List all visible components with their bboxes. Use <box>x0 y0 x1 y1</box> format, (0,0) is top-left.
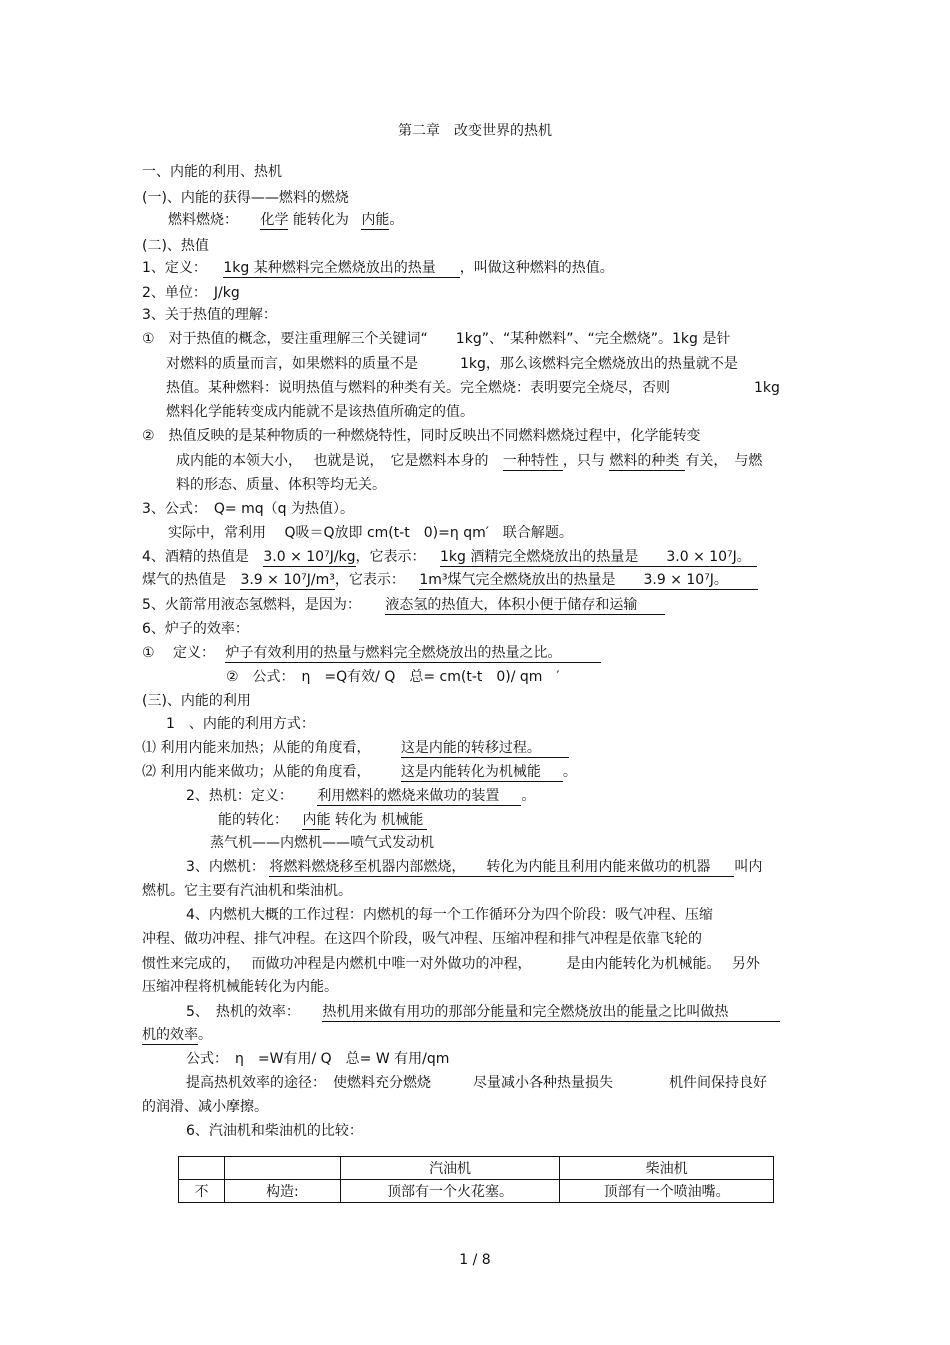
formula-line: 实际中，常利用 Q吸＝Q放即 cm(t-t 0)=η qm′ 联合解题。 <box>168 525 573 541</box>
text-line: ⑵ 利用内能来做功；从能的角度看， 这是内能转化为机械能 。 <box>142 764 577 780</box>
text-line: 机的效率。 <box>142 1027 212 1043</box>
table-header-cell: 汽油机 <box>340 1157 560 1180</box>
text-line: 4、酒精的热值是 3.0 × 10⁷J/kg，它表示： 1kg 酒精完全燃烧放出的热量是 3.0 × 10⁷J。 <box>142 548 757 566</box>
table-cell: 不 <box>179 1180 225 1203</box>
table-header-cell <box>179 1157 225 1180</box>
text-line: 燃料燃烧： 化学 能转化为 内能。 <box>168 212 404 228</box>
text-line: 1、定义： 1kg 某种燃料完全燃烧放出的热量 ，叫做这种燃料的热值。 <box>142 260 614 276</box>
chapter-title: 第二章 改变世界的热机 <box>398 123 552 139</box>
text-line: 冲程、做功冲程、排气冲程。在这四个阶段，吸气冲程、压缩冲程和排气冲程是依靠飞轮的 <box>142 931 702 947</box>
table-header-row <box>179 1157 774 1180</box>
text-line: 2、单位： J/kg <box>142 285 240 301</box>
table-cell: 顶部有一个火花塞。 <box>340 1180 560 1203</box>
formula-line: 公式： η =W有用/ Q 总= W 有用/qm <box>186 1051 450 1067</box>
text-line: 料的形态、质量、体积等均无关。 <box>176 477 386 493</box>
text-line: 压缩冲程将机械能转化为内能。 <box>142 979 338 995</box>
text-line: 6、汽油机和柴油机的比较： <box>186 1123 363 1139</box>
text-line: 燃机。它主要有汽油机和柴油机。 <box>142 883 352 899</box>
text-line: 的润滑、减小摩擦。 <box>142 1099 268 1115</box>
text-line: 成内能的本领大小， 也就是说， 它是燃料本身的 一种特性 ，只与 燃料的种类 有关， 与燃 <box>176 453 763 469</box>
formula-line: 3、公式： Q= mq（q 为热值）。 <box>142 501 354 517</box>
text-line: 2、热机：定义： 利用燃料的燃烧来做功的装置 。 <box>186 788 536 804</box>
text-line: 5、 热机的效率： 热机用来做有用功的那部分能量和完全燃烧放出的能量之比叫做热 <box>186 1003 780 1021</box>
text-line: 5、火箭常用液态氢燃料，是因为： 液态氢的热值大，体积小便于储存和运输 <box>142 596 665 614</box>
text-line: 煤气的热值是 3.9 × 10⁷J/m³，它表示： 1m³煤气完全燃烧放出的热量是 3.9 × 10⁷J。 <box>142 571 758 589</box>
text-line: 惯性来完成的， 而做功冲程是内燃机中唯一对外做功的冲程， 是由内能转化为机械能。 另外 <box>142 956 760 972</box>
text-line: 燃料化学能转变成内能就不是该热值所确定的值。 <box>166 404 474 420</box>
comparison-table <box>178 1156 774 1203</box>
text-line: 对燃料的质量而言，如果燃料的质量不是 1kg，那么该燃料完全燃烧放出的热量就不是 <box>166 356 738 372</box>
text-line: 1 、内能的利用方式： <box>166 716 315 732</box>
subsection-heading: (二)、热值 <box>142 238 209 254</box>
text-line: 热值。某种燃料：说明热值与燃料的种类有关。完全燃烧：表明要完全烧尽，否则 1kg <box>166 380 780 396</box>
table-row <box>179 1180 774 1203</box>
table-header-cell <box>224 1157 340 1180</box>
formula-line: ② 公式： η =Q有效/ Q 总= cm(t-t 0)/ qm ′ <box>226 669 560 685</box>
text-line: ① 定义： 炉子有效利用的热量与燃料完全燃烧放出的热量之比。 <box>142 644 601 662</box>
text-line: 能的转化： 内能 转化为 机械能 <box>218 811 427 829</box>
subsection-heading: (一)、内能的获得——燃料的燃烧 <box>142 190 349 206</box>
text-line: 提高热机效率的途径： 使燃料充分燃烧 尽量减小各种热量损失 机件间保持良好 <box>186 1075 767 1091</box>
text-line: ② 热值反映的是某种物质的一种燃烧特性，同时反映出不同燃料燃烧过程中，化学能转变 <box>142 428 701 444</box>
text-line: 3、关于热值的理解： <box>142 307 277 323</box>
text-line: 蒸气机——内燃机——喷气式发动机 <box>210 835 434 851</box>
section-heading-1: 一、内能的利用、热机 <box>142 164 282 180</box>
text-line: ① 对于热值的概念，要注重理解三个关键词“ 1kg”、“某种燃料”、“完全燃烧”。1kg 是针 <box>142 331 731 347</box>
text-line: 6、炉子的效率： <box>142 621 249 637</box>
text-line: ⑴ 利用内能来加热；从能的角度看， 这是内能的转移过程。 <box>142 739 569 757</box>
table-header-cell: 柴油机 <box>560 1157 774 1180</box>
text-line: 4、内燃机大概的工作过程：内燃机的每一个工作循环分为四个阶段：吸气冲程、压缩 <box>186 907 713 923</box>
table-cell: 构造: <box>224 1180 340 1203</box>
table-cell: 顶部有一个喷油嘴。 <box>560 1180 774 1203</box>
page-number: 1 / 8 <box>459 1252 491 1268</box>
subsection-heading: (三)、内能的利用 <box>142 693 251 709</box>
text-line: 3、内燃机： 将燃料燃烧移至机器内部燃烧， 转化为内能且利用内能来做功的机器 叫内 <box>186 859 763 875</box>
